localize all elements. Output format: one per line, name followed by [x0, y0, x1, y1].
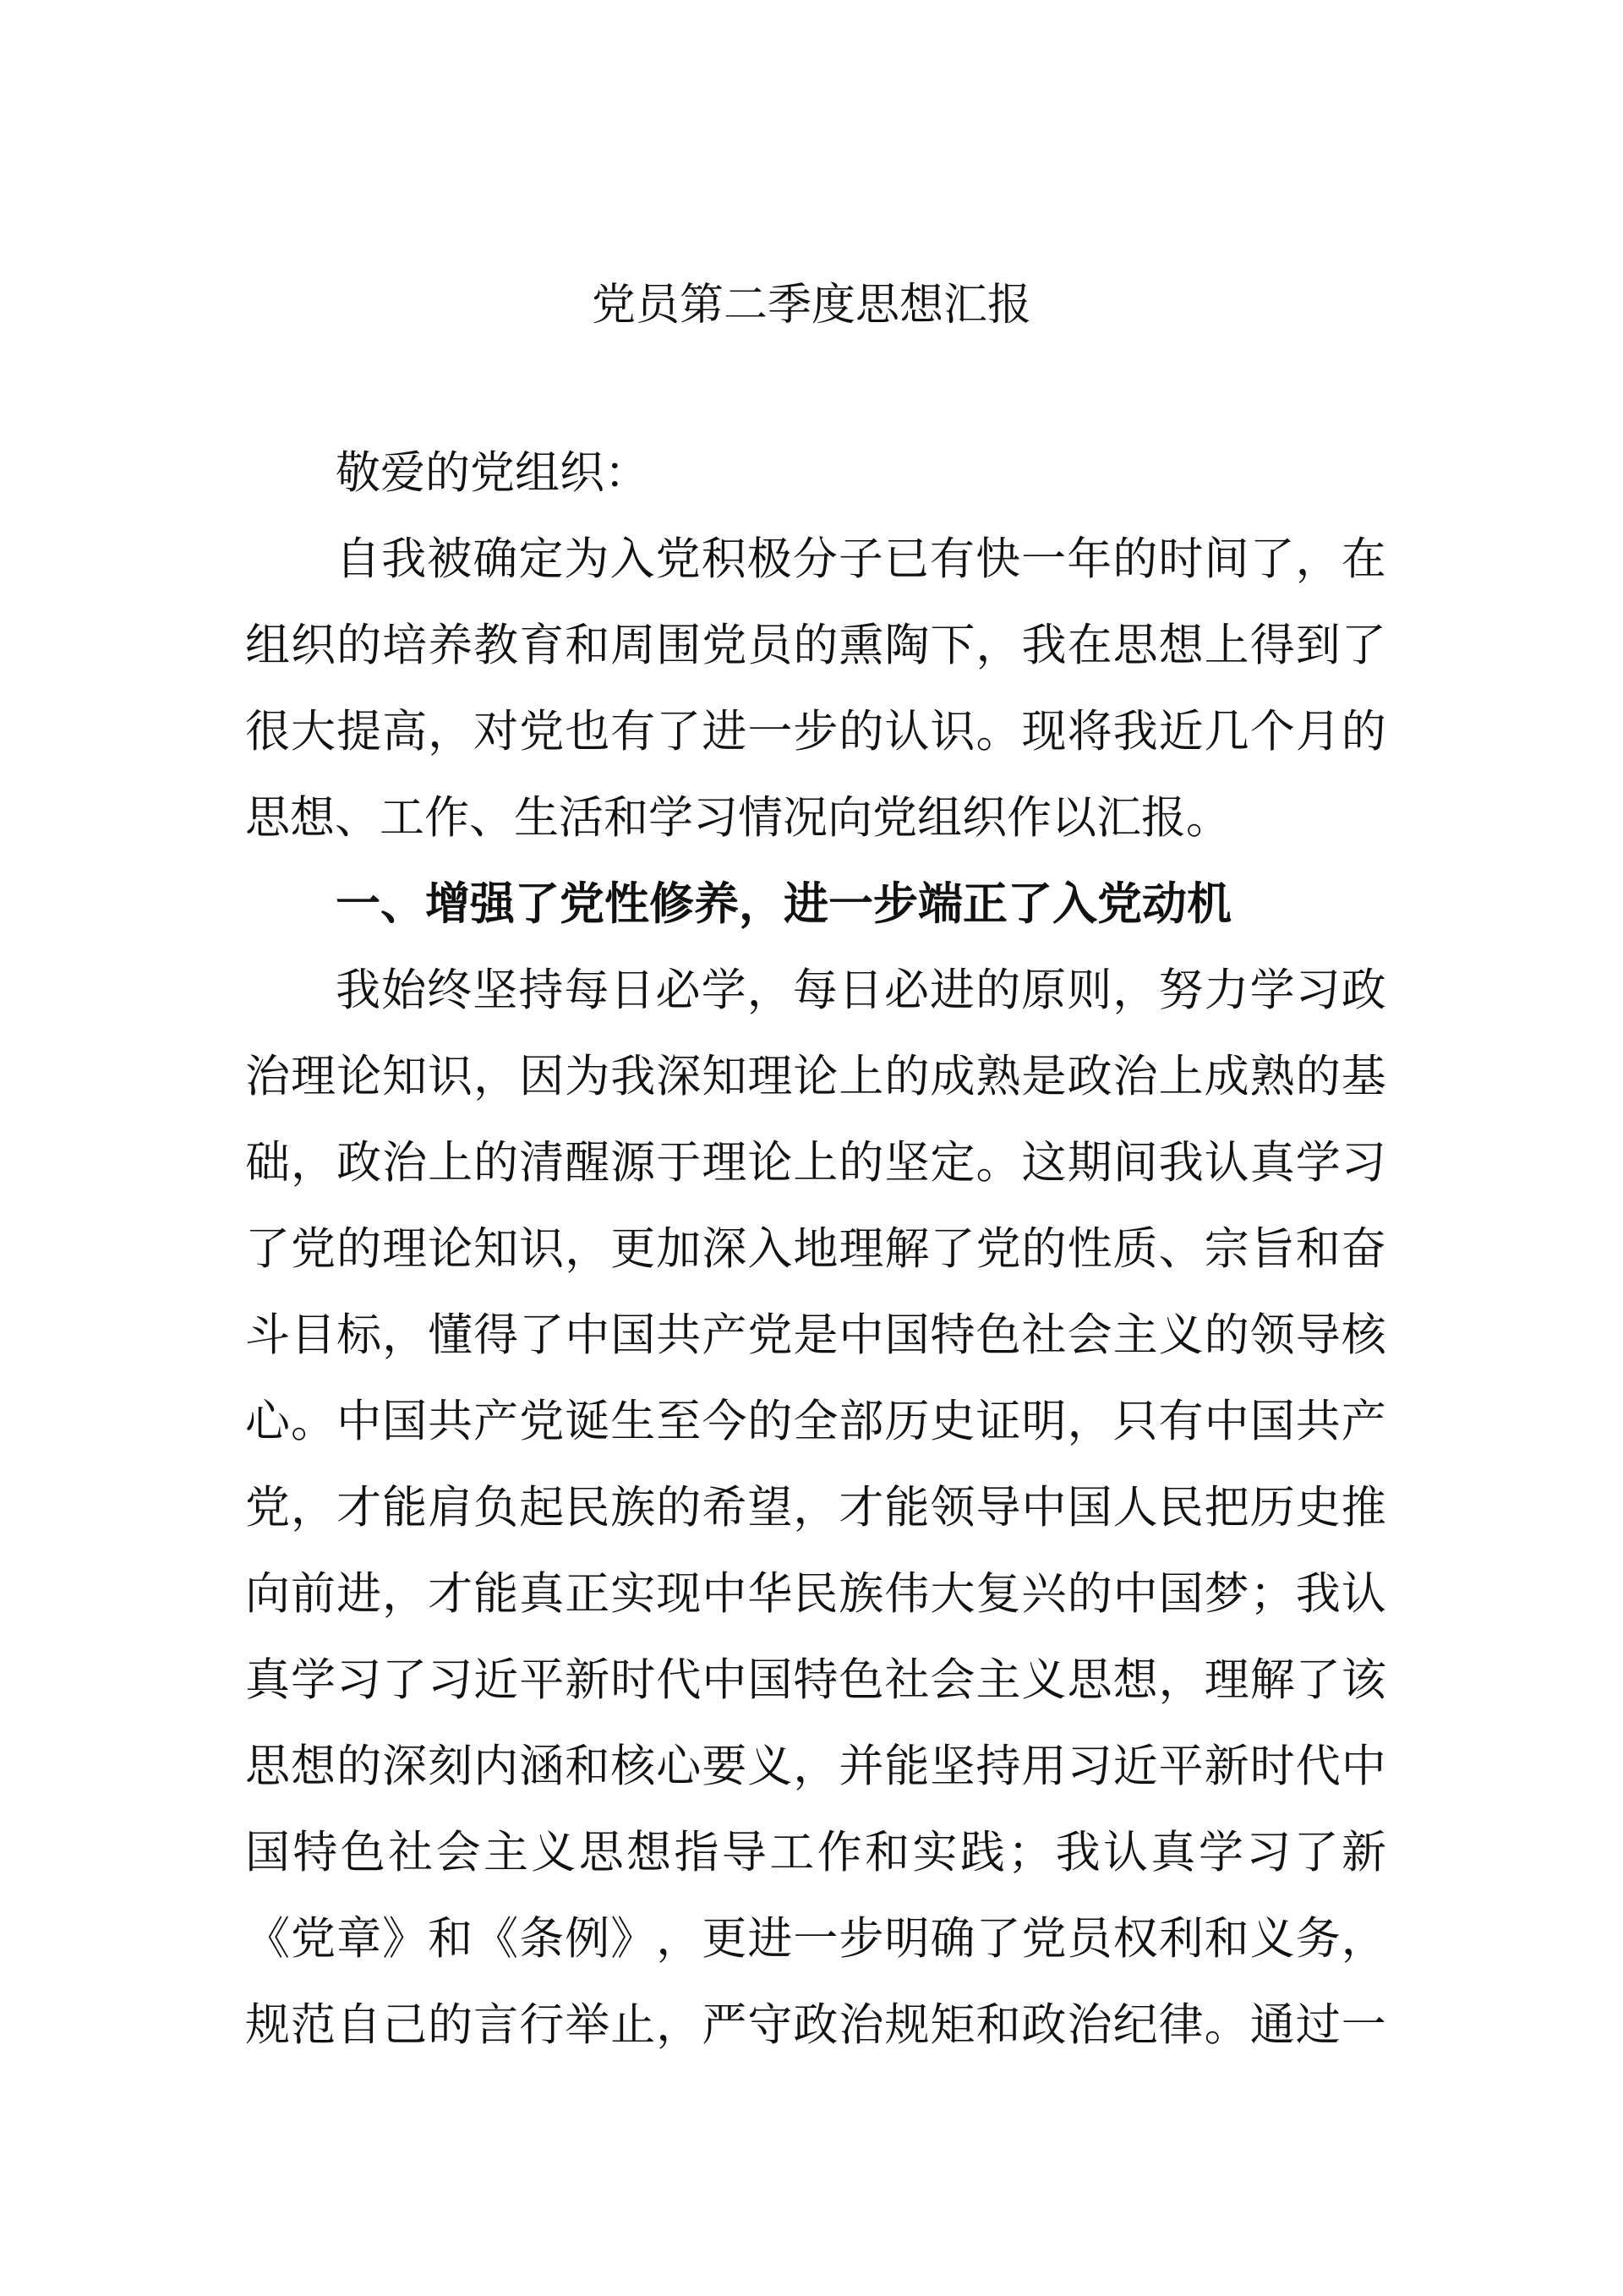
text-line: 了 党 的 理 论 知 识 ， 更 加 深 入 地 理 解 了 党 的 性 质 、 宗 旨 和 奋: [245, 1223, 1386, 1275]
text-line: 党 ， 才 能 肩 负 起 民 族 的 希 望 ， 才 能 领 导 中 国 人 民 把 历 史 推: [245, 1482, 1386, 1533]
text-line: 国 特 色 社 会 主 义 思 想 指 导 工 作 和 实 践 ； 我 认 真 学 习 了 新: [245, 1827, 1386, 1878]
text-line: 治 理 论 知 识 ， 因 为 我 深 知 理 论 上 的 成 熟 是 政 治 上 成 熟 的 基: [245, 1051, 1386, 1102]
text-line: 础 ， 政 治 上 的 清 醒 源 于 理 论 上 的 坚 定 。 这 期 间 我 认 真 学 习: [245, 1137, 1386, 1189]
text-line: 自 我 被 确 定 为 入 党 积 极 分 子 已 有 快 一 年 的 时 间 了 ， 在: [336, 533, 1386, 585]
text-line: 向 前 进 ， 才 能 真 正 实 现 中 华 民 族 伟 大 复 兴 的 中 国 梦 ； 我 认: [245, 1568, 1386, 1620]
text-line: 思想、工作、生活和学习情况向党组织作以汇报。: [245, 792, 1231, 844]
text-line: 思 想 的 深 刻 内 涵 和 核 心 要 义 ， 并 能 坚 持 用 习 近 平 新 时 代 中: [245, 1741, 1386, 1792]
text-line: 组 织 的 培 养 教 育 和 周 围 党 员 的 熏 陶 下 ， 我 在 思 想 上 得 到 了: [245, 620, 1386, 671]
text-line: 我 始 终 坚 持 每 日 必 学 ， 每 日 必 进 的 原 则 ， 努 力 学 习 政: [336, 965, 1386, 1016]
text-line: 斗 目 标 ， 懂 得 了 中 国 共 产 党 是 中 国 特 色 社 会 主 义 的 领 导 核: [245, 1309, 1386, 1361]
text-line: 很 大 提 高 ， 对 党 也 有 了 进 一 步 的 认 识 。 现 将 我 近 几 个 月 的: [245, 706, 1386, 757]
text-line: 《 党 章 》 和 《 条 例 》 ， 更 进 一 步 明 确 了 党 员 权 利 和 义 务 ，: [245, 1913, 1386, 1965]
text-line: 真 学 习 了 习 近 平 新 时 代 中 国 特 色 社 会 主 义 思 想 ， 理 解 了 该: [245, 1654, 1386, 1706]
text-line: 心 。 中 国 共 产 党 诞 生 至 今 的 全 部 历 史 证 明 ， 只 有 中 国 共 产: [245, 1396, 1386, 1447]
text-line: 规 范 自 己 的 言 行 举 止 ， 严 守 政 治 规 矩 和 政 治 纪 律 。 通 过 一: [245, 1999, 1386, 2051]
page-title: 党员第二季度思想汇报: [591, 280, 1031, 331]
section-heading: 一、增强了党性修养，进一步端正了入党动机: [336, 878, 1232, 930]
text-line: 敬爱的党组织：: [336, 447, 649, 499]
